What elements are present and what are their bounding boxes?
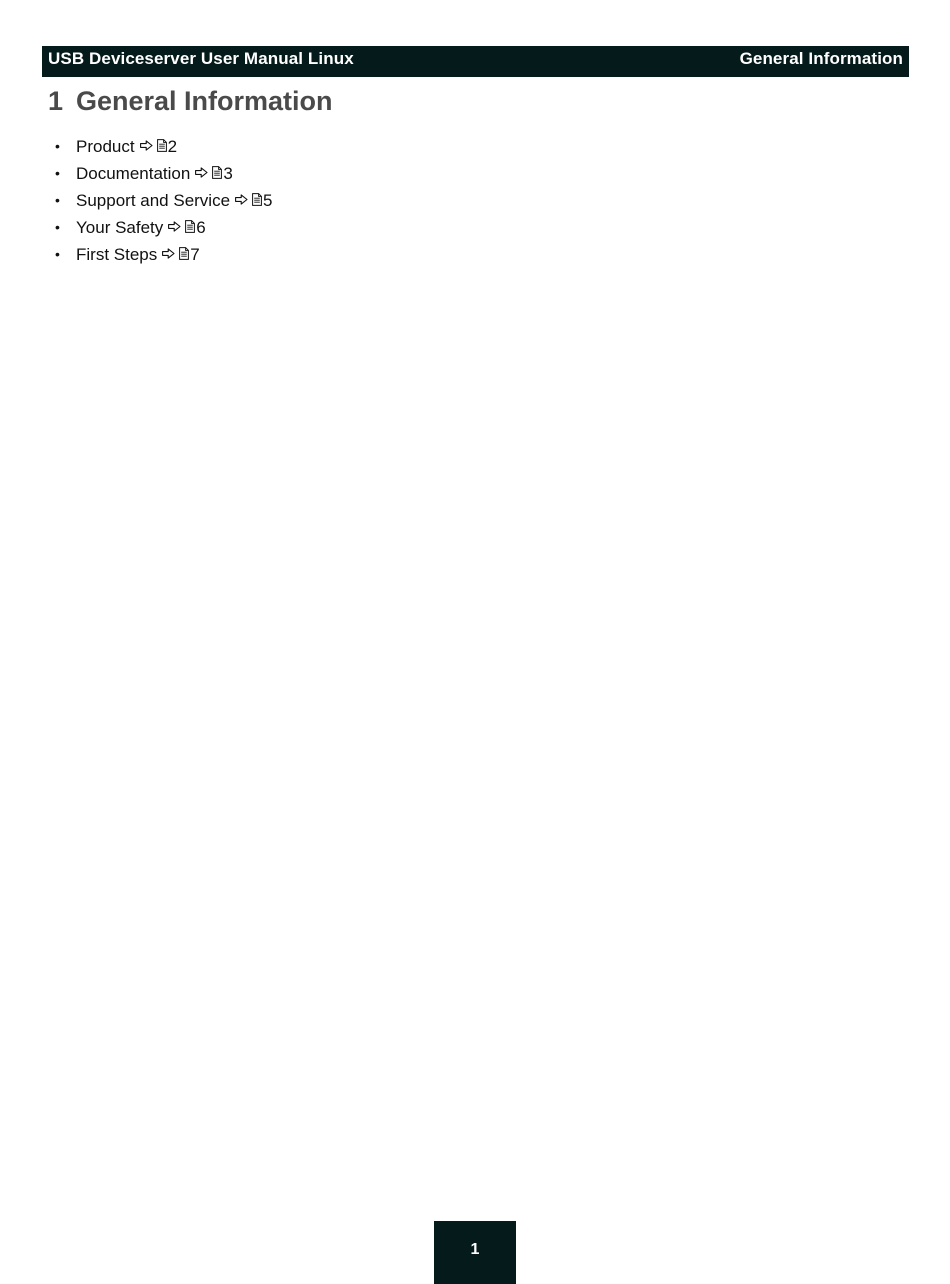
hollow-right-arrow-icon [162,248,175,259]
section-link-label: Documentation [76,164,191,183]
page-number-footer [434,1221,516,1284]
section-link-support-and-service[interactable] [76,187,273,214]
bullet-icon: • [55,192,60,208]
list-item [52,187,273,214]
page-reference: 2 [167,137,178,156]
page-reference: 5 [263,191,273,210]
section-link-label: First Steps [76,245,158,264]
running-header [42,46,909,77]
list-item [52,160,273,187]
page-reference: 3 [223,164,233,183]
section-link-product[interactable] [76,133,177,160]
page-document-icon [185,220,195,233]
hollow-right-arrow-icon [140,140,153,151]
page-document-icon [179,247,189,260]
bullet-icon: • [55,246,60,262]
page-reference: 6 [196,218,206,237]
page-reference: 7 [190,245,200,264]
list-item [52,214,273,241]
section-link-label: Support and Service [76,191,231,210]
section-link-label: Product [76,137,135,156]
page-number: 1 [470,1240,480,1258]
section-link-first-steps[interactable] [76,241,200,268]
list-item [52,241,273,268]
bullet-icon: • [55,219,60,235]
section-link-list [52,133,273,268]
hollow-right-arrow-icon [195,167,208,178]
list-item [52,133,273,160]
page-document-icon [212,166,222,179]
section-link-documentation[interactable] [76,160,233,187]
bullet-icon: • [55,165,60,181]
chapter-title: General Information [76,86,333,116]
page-document-icon [157,139,167,152]
section-link-your-safety[interactable] [76,214,206,241]
chapter-heading [48,86,333,117]
bullet-icon: • [55,138,60,154]
header-document-title: USB Deviceserver User Manual Linux [48,49,354,68]
section-link-label: Your Safety [76,218,164,237]
header-section-title: General Information [739,49,903,68]
hollow-right-arrow-icon [168,221,181,232]
chapter-number: 1 [48,86,64,116]
page-document-icon [252,193,262,206]
hollow-right-arrow-icon [235,194,248,205]
